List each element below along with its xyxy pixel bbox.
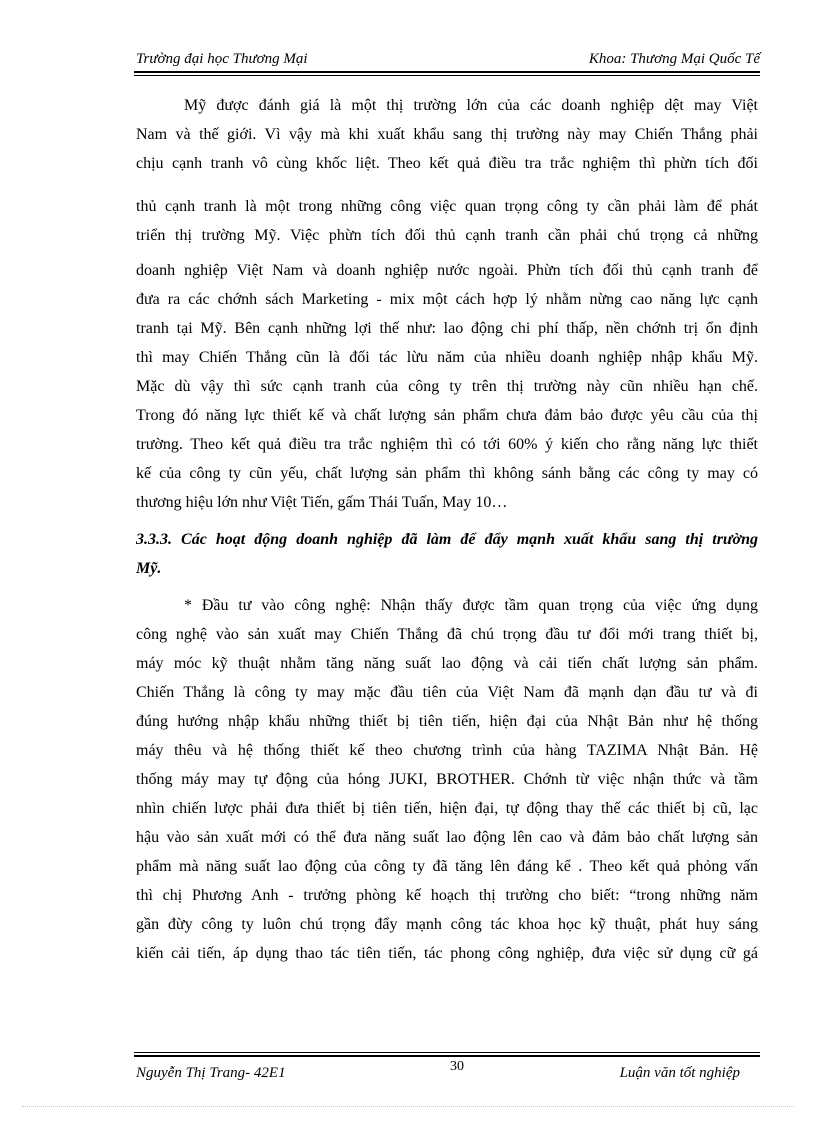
text-line: Mặc dù vậy thì sức cạnh tranh của công ty trên thị trường này cũn nhiều hạn chế. xyxy=(136,378,758,395)
footer-rule-thin xyxy=(134,1052,760,1053)
text-line: * Đầu tư vào công nghệ: Nhận thấy được tầm quan trọng của việc ứng dụng xyxy=(184,597,758,614)
text-line: trường. Theo kết quả điều tra trắc nghiệm thì có tới 60% ý kiến cho rằng năng lực thiết xyxy=(136,436,758,453)
text-line: Trong đó năng lực thiết kế và chất lượng sản phẩm chưa đảm bảo được yêu cầu của thị xyxy=(136,407,758,424)
heading-line: Mỹ. xyxy=(136,560,162,577)
text-line: thủ cạnh tranh là một trong những công việc quan trọng công ty cần phải làm để phát xyxy=(136,198,758,215)
paragraph-competition xyxy=(136,91,758,517)
heading-line: 3.3.3. Các hoạt động doanh nghiệp đã làm để đẩy mạnh xuất khẩu sang thị trường xyxy=(136,531,758,548)
text-line: thì chị Phương Anh - trưởng phòng kế hoạch thị trường cho biết: “trong những năm xyxy=(136,887,758,904)
text-line: triển thị trường Mỹ. Việc phừn tích đối thủ cạnh tranh cần phải chú trọng cả những xyxy=(136,227,758,244)
text-line: doanh nghiệp Việt Nam và doanh nghiệp nước ngoài. Phừn tích đối thủ cạnh tranh để xyxy=(136,262,758,279)
header-rule-thin xyxy=(134,75,760,76)
text-line: phẩm mà năng suất lao động của công ty đã tăng lên đáng kể . Theo kết quả phỏng vấn xyxy=(136,858,758,875)
header-faculty: Khoa: Thương Mại Quốc Tế xyxy=(588,51,760,67)
text-line: kiến cải tiến, áp dụng thao tác tiên tiến, tác phong công nghiệp, đưa việc sử dụng cữ gá xyxy=(136,945,758,962)
page-header xyxy=(136,51,760,71)
text-line: Nam và thế giới. Vì vậy mà khi xuất khẩu sang thị trường này may Chiến Thắng phải xyxy=(136,126,758,143)
text-line: Mỹ được đánh giá là một thị trường lớn của các doanh nghiệp dệt may Việt xyxy=(184,97,758,114)
text-line: đúng hướng nhập khẩu những thiết bị tiên tiến, hiện đại của Nhật Bản như hệ thống xyxy=(136,713,758,730)
text-line: công nghệ vào sản xuất may Chiến Thắng đã chú trọng đầu tư đổi mới trang thiết bị, xyxy=(136,626,758,643)
text-line: Chiến Thắng là công ty may mặc đầu tiên của Việt Nam đã mạnh dạn đầu tư và đi xyxy=(136,684,758,701)
text-line: chịu cạnh tranh vô cùng khốc liệt. Theo kết quả điều tra trắc nghiệm thì phừn tích đối xyxy=(136,155,758,172)
footer-rule xyxy=(134,1055,760,1057)
footer-author: Nguyễn Thị Trang- 42E1 xyxy=(136,1065,286,1081)
document-body xyxy=(136,91,758,968)
text-line: đưa ra các chớnh sách Marketing - mix một cách hợp lý nhằm nừng cao năng lực cạnh xyxy=(136,291,758,308)
paragraph-technology xyxy=(136,591,758,968)
page-footer xyxy=(136,1059,740,1085)
text-line: tranh tại Mỹ. Bên cạnh những lợi thế như: lao động chi phí thấp, nền chớnh trị ổn định xyxy=(136,320,758,337)
section-heading xyxy=(136,525,758,583)
text-line: nhìn chiến lược phải đưa thiết bị tiên tiến, hiện đại, tự động thay thế các thiết bị cũ, lạc xyxy=(136,800,758,817)
text-line: thống máy may tự động của hóng JUKI, BROTHER. Chớnh từ việc nhận thức và tầm xyxy=(136,771,758,788)
page-edge-dotted xyxy=(22,1106,794,1107)
text-line: máy móc kỹ thuật nhằm tăng năng suất lao động và cải tiến chất lượng sản phẩm. xyxy=(136,655,758,672)
text-line: gần đừy công ty luôn chú trọng đẩy mạnh công tác khoa học kỹ thuật, phát huy sáng xyxy=(136,916,758,933)
header-university: Trường đại học Thương Mại xyxy=(136,51,308,67)
text-line: thì may Chiến Thắng cũn là đối tác lừu năm của nhiều doanh nghiệp nhập khẩu Mỹ. xyxy=(136,349,758,366)
page-number: 30 xyxy=(450,1059,464,1074)
text-line: kế của công ty cũn yếu, chất lượng sản phẩm thì không sánh bằng các công ty may có xyxy=(136,465,758,482)
text-line: thương hiệu lớn như Việt Tiến, gấm Thái Tuấn, May 10… xyxy=(136,494,508,511)
footer-thesis-label: Luận văn tốt nghiệp xyxy=(619,1065,740,1081)
header-rule xyxy=(134,71,760,73)
text-line: hậu vào sản xuất mới có thể đưa năng suất lao động lên cao và đảm bảo chất lượng sản xyxy=(136,829,758,846)
text-line: máy thêu và hệ thống thiết kế theo chương trình của hàng TAZIMA Nhật Bản. Hệ xyxy=(136,742,758,759)
